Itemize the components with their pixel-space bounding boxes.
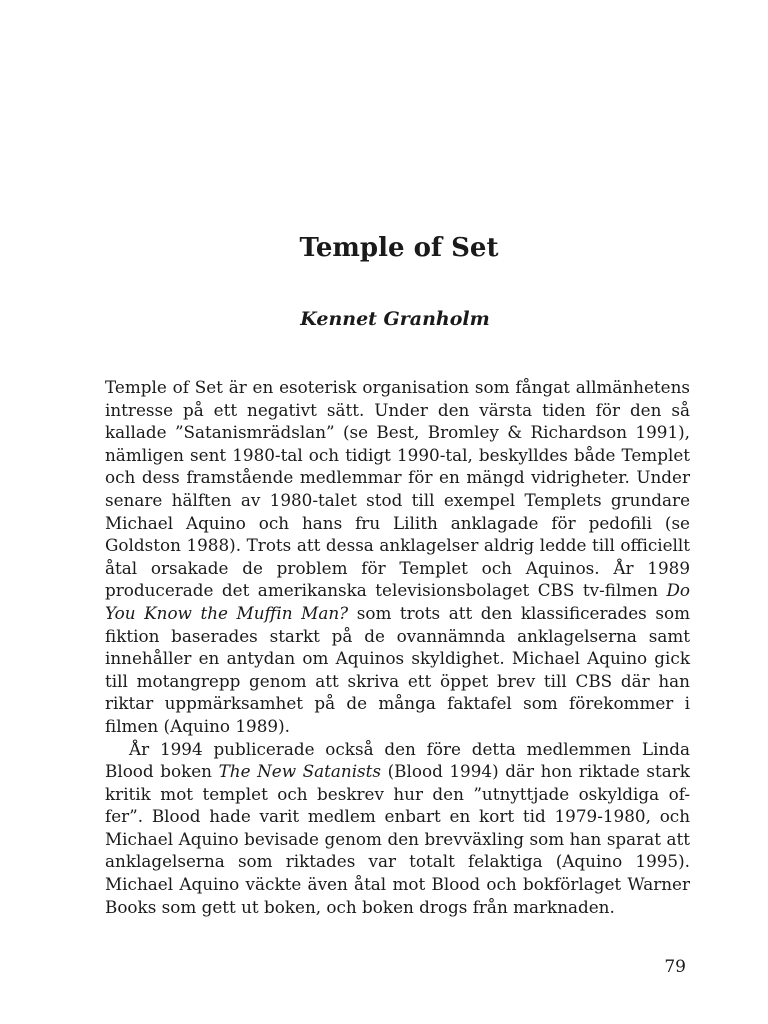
book-title: The New Satanists — [218, 761, 382, 782]
chapter-body — [105, 376, 690, 918]
paragraph-1 — [105, 376, 690, 738]
paragraph-2-text-a: År 1994 publicerade också den före detta medlemmen Linda Blood boken — [105, 738, 690, 782]
paragraph-2 — [105, 738, 690, 919]
paragraph-1-text-b: som trots att den klassificerades som fiktion baserades starkt på de ovannämnda anklagelserna samt innehåller en antydan om Aquinos skyldighet. Michael Aquino gick till motangrepp genom att skriva ett öppet brev till CBS där han riktar uppmärksamhet på de många faktafel som förekommer i filmen (Aquino 1989). — [105, 602, 690, 736]
paragraph-2-text-b: (Blood 1994) där hon riktade stark kritik mot templet och beskrev hur den ”utnyttjade oskyldiga of-fer”. Blood hade varit medlem enbart en kort tid 1979-1980, och Michael Aquino bevisade genom den brevväxling som han sparat att anklagelserna som riktades var totalt felaktiga (Aquino 1995). Michael Aquino väckte även åtal mot Blood och bokförlaget Warner Books som gett ut boken, och boken drogs från marknaden. — [105, 761, 690, 917]
chapter-title: Temple of Set — [299, 233, 499, 263]
page-number: 79 — [664, 957, 686, 977]
paragraph-1-text-a: Temple of Set är en esoterisk organisation som fångat allmänhetens intresse på ett negativt sätt. Under den värsta tiden för den så kallade ”Satanismrädslan” (se Best, Bromley & Richardson 1991), nämligen sent 1980-tal och tidigt 1990-tal, beskylldes både Templet och dess framstående medlemmar för en mängd vidrigheter. Under senare hälften av 1980-talet stod till exempel Templets grundare Michael Aquino och hans fru Lilith anklagade för pedofili (se Goldston 1988). Trots att dessa anklagelser aldrig ledde till officiellt åtal orsakade de problem för Templet och Aquinos. År 1989 producerade det amerikanska televisionsbolaget CBS tv-filmen — [105, 377, 690, 601]
film-title: Do You Know the Muffin Man? — [105, 580, 690, 623]
chapter-author: Kennet Granholm — [300, 308, 490, 330]
